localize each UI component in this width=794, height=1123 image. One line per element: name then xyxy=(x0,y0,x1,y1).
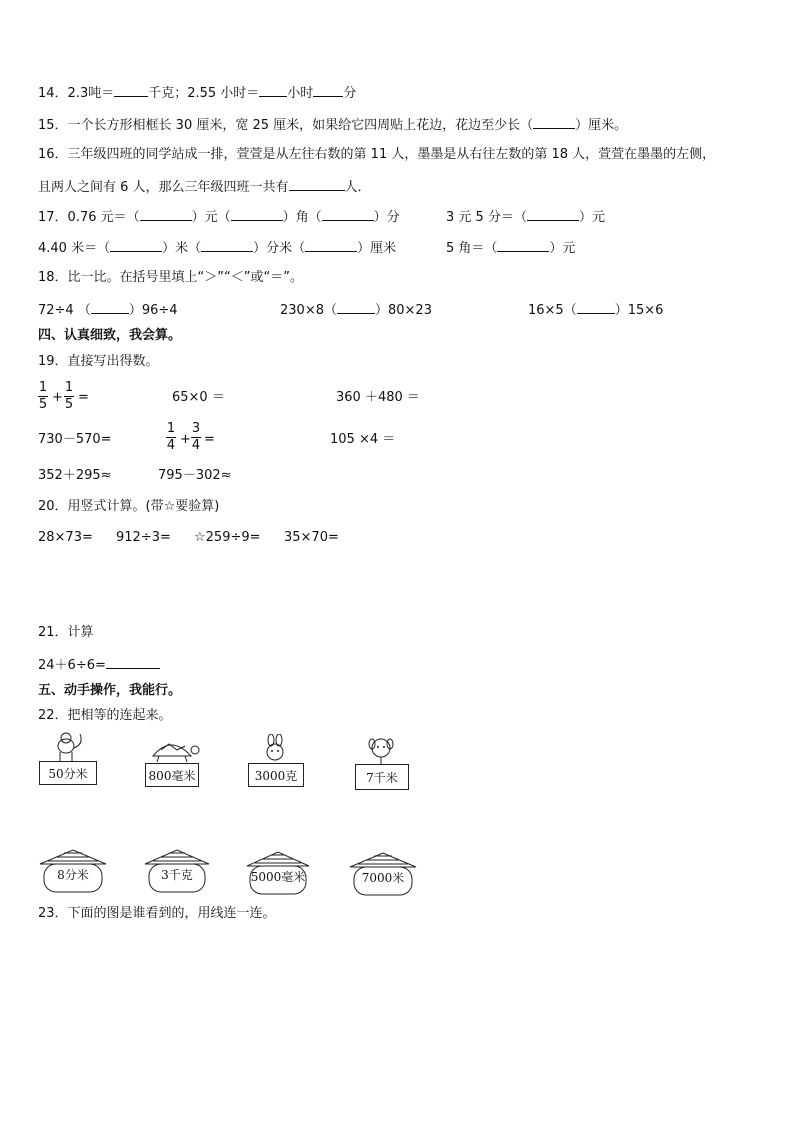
sign-card[interactable]: 800毫米 xyxy=(145,763,199,787)
answer-blank[interactable] xyxy=(110,238,162,252)
q20-title: 20．用竖式计算。(带☆要验算) xyxy=(38,499,220,514)
q19-expr-2: 65×0 ＝ xyxy=(172,390,225,405)
answer-blank[interactable] xyxy=(305,238,357,252)
q19-expr-3: 360 ＋480 ＝ xyxy=(336,390,420,405)
answer-blank[interactable] xyxy=(313,83,343,97)
answer-blank[interactable] xyxy=(259,83,287,97)
answer-blank[interactable] xyxy=(497,238,549,252)
q16-line2: 且两人之间有 6 人，那么三年级四班一共有 人． xyxy=(38,177,371,197)
q17-row2-right: 5 角＝（ ）元 xyxy=(446,238,575,258)
answer-blank[interactable] xyxy=(114,83,148,97)
answer-blank[interactable] xyxy=(337,300,375,314)
q18-compare-3: 16×5（ ）15×6 xyxy=(528,300,663,320)
house-label[interactable]: 7000米 xyxy=(361,871,405,885)
q19-expr-7: 352＋295≈ xyxy=(38,468,112,483)
house-label[interactable]: 3千克 xyxy=(161,868,193,882)
answer-blank[interactable] xyxy=(533,115,575,129)
q19-expr-6: 105 ×4 ＝ xyxy=(330,432,396,447)
answer-blank[interactable] xyxy=(201,238,253,252)
fraction: 3 4 xyxy=(191,421,201,453)
q21-expr: 24＋6÷6= xyxy=(38,655,160,675)
q20-expr-1: 28×73= xyxy=(38,530,93,545)
q19-expr-8: 795－302≈ xyxy=(158,468,232,483)
q22-title: 22．把相等的连起来。 xyxy=(38,708,172,723)
section-5-heading: 五、动手操作，我能行。 xyxy=(38,683,182,698)
fraction: 1 5 xyxy=(64,380,74,412)
q17-row1: 17．0.76 元＝（ ）元（ ）角（ ）分 xyxy=(38,207,400,227)
equals-sign: = xyxy=(78,390,89,405)
q14-line: 14．2.3吨＝ 千克；2.55 小时＝ 小时 分 xyxy=(38,83,356,103)
answer-blank[interactable] xyxy=(289,177,345,191)
q15-line: 15．一个长方形相框长 30 厘米，宽 25 厘米，如果给它四周贴上花边，花边至少长（ ）厘米。 xyxy=(38,115,627,135)
answer-blank[interactable] xyxy=(577,300,615,314)
answer-blank[interactable] xyxy=(527,207,579,221)
q16-line1: 16．三年级四班的同学站成一排，萱萱是从左往右数的第 11 人，墨墨是从右往左数的第 18 人，萱萱在墨墨的左侧， xyxy=(38,147,716,162)
sign-card[interactable]: 3000克 xyxy=(248,763,304,787)
section-4-heading: 四、认真细致，我会算。 xyxy=(38,328,182,343)
q18-compare-2: 230×8（ ）80×23 xyxy=(280,300,432,320)
q18-compare-1: 72÷4 （ ）96÷4 xyxy=(38,300,178,320)
q19-expr-4: 730－570= xyxy=(38,432,112,447)
house-label[interactable]: 8分米 xyxy=(57,868,89,882)
q20-expr-3: ☆259÷9= xyxy=(194,530,261,545)
fraction: 1 4 xyxy=(166,421,176,453)
equals-sign: = xyxy=(204,432,215,447)
fraction: 1 5 xyxy=(38,380,48,412)
answer-blank[interactable] xyxy=(106,655,160,669)
q17-row1-right: 3 元 5 分＝（ ）元 xyxy=(446,207,605,227)
q23-title: 23．下面的图是谁看到的，用线连一连。 xyxy=(38,906,276,921)
q17-row2: 4.40 米＝（ ）米（ ）分米（ ）厘米 xyxy=(38,238,396,258)
squirrel-icon xyxy=(38,732,98,762)
q18-title: 18．比一比。在括号里填上“＞”“＜”或“＝”。 xyxy=(38,270,303,285)
plus-sign: + xyxy=(52,390,63,405)
q19-title: 19．直接写出得数。 xyxy=(38,354,159,369)
turtle-icon xyxy=(145,736,205,762)
sign-card[interactable]: 50分米 xyxy=(39,761,97,785)
q20-expr-4: 35×70= xyxy=(284,530,339,545)
house-label[interactable]: 5000毫米 xyxy=(250,870,306,884)
rabbit-icon xyxy=(262,734,288,764)
q21-title: 21．计算 xyxy=(38,625,94,640)
answer-blank[interactable] xyxy=(231,207,283,221)
dog-icon xyxy=(366,736,396,764)
sign-card[interactable]: 7千米 xyxy=(355,764,409,790)
plus-sign: + xyxy=(180,432,191,447)
answer-blank[interactable] xyxy=(140,207,192,221)
answer-blank[interactable] xyxy=(322,207,374,221)
answer-blank[interactable] xyxy=(91,300,129,314)
q20-expr-2: 912÷3= xyxy=(116,530,171,545)
